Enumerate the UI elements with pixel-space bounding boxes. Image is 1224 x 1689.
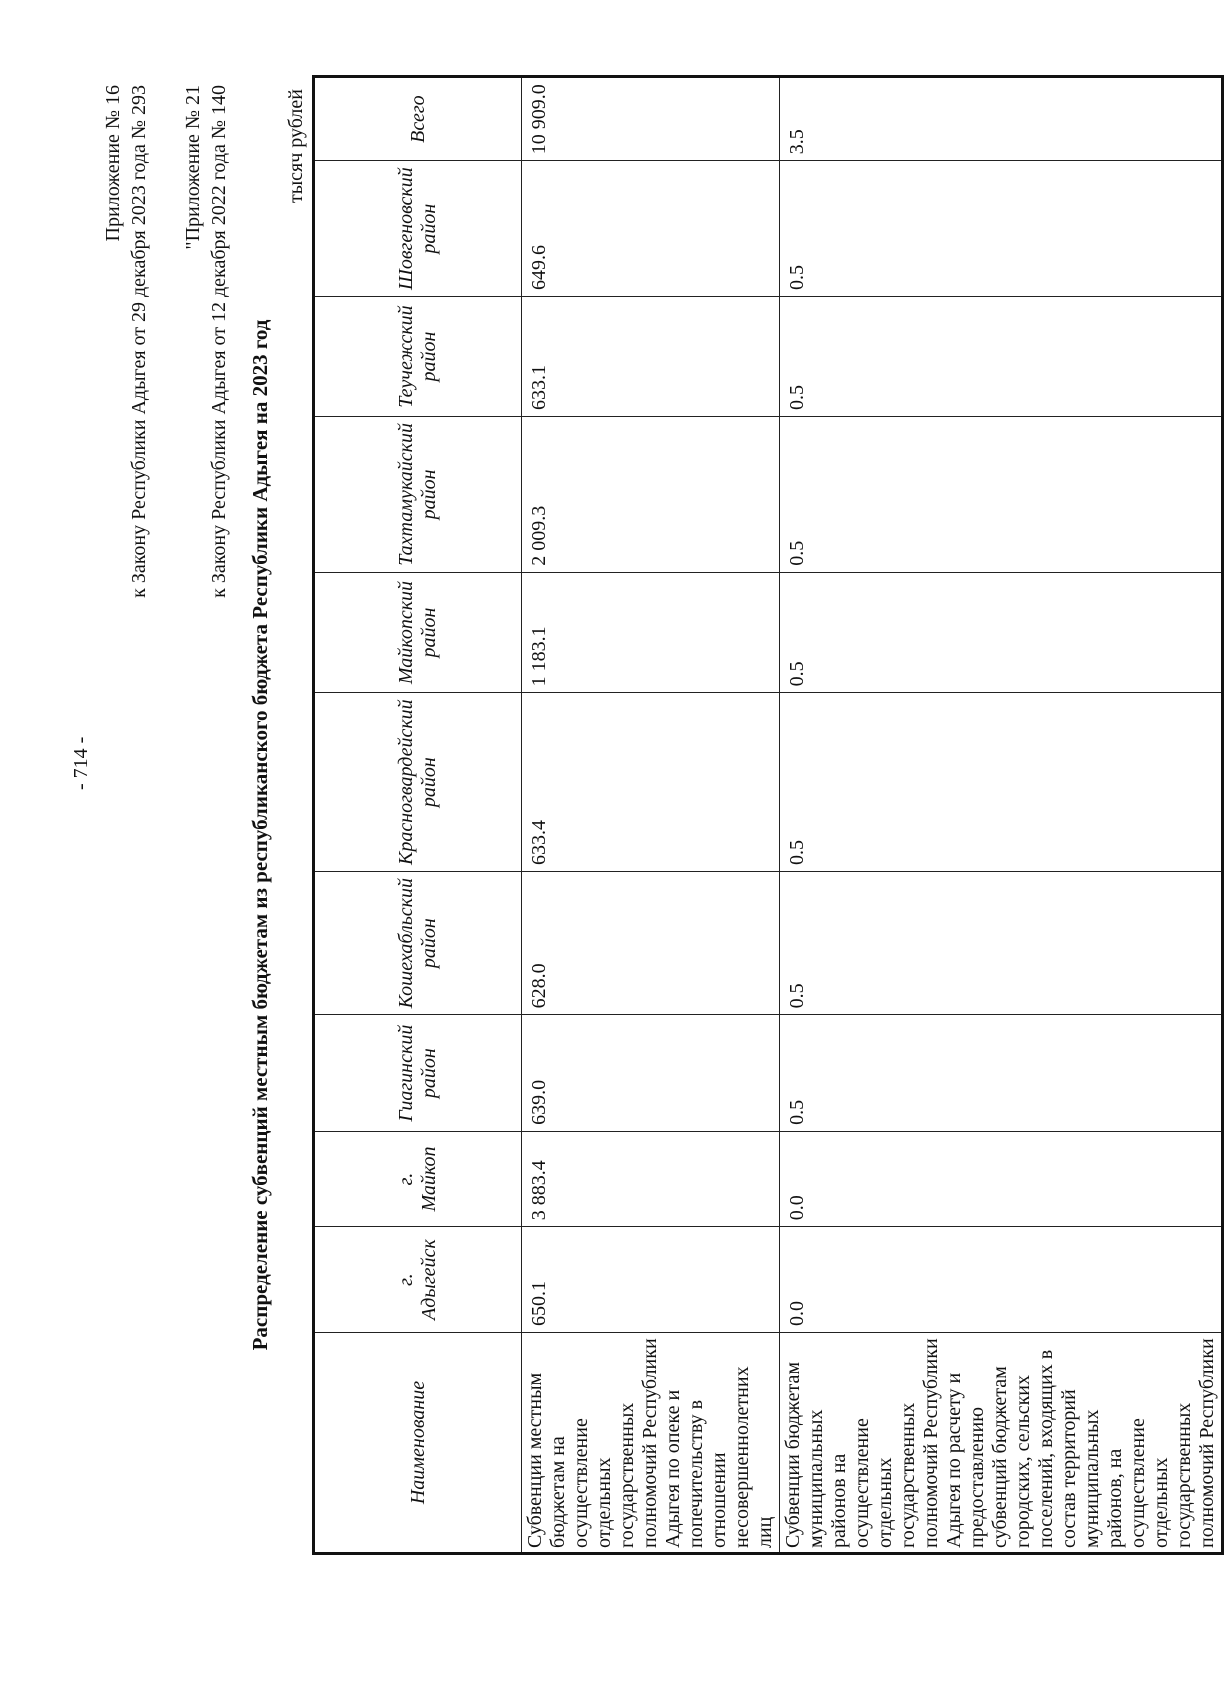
column-header-takhtamukaysky: Тахтамукайский район [314, 417, 522, 573]
column-header-krasnogvardeysky: Красногвардейский район [314, 693, 522, 872]
value-cell: 649.6 [522, 161, 780, 297]
column-header-teuchezhsky: Теучежский район [314, 297, 522, 417]
value-cell: 0.0 [780, 1131, 1223, 1226]
column-header-name: Наименование [314, 1332, 522, 1553]
value-cell: 0.0 [780, 1227, 1223, 1333]
total-cell: 10 909.0 [522, 77, 780, 161]
value-cell: 0.5 [780, 572, 1223, 693]
value-cell: 0.5 [780, 297, 1223, 417]
column-header-giaginsky: Гиагинский район [314, 1015, 522, 1131]
value-cell: 0.5 [780, 161, 1223, 297]
value-cell: 0.5 [780, 417, 1223, 573]
row-name-cell: Субвенции местным бюджетам на осуществление отдельных государственных полномочий Республики Адыгея по опеке и попечительству в отношении несовершеннолетних лиц [522, 1332, 780, 1553]
value-cell: 633.1 [522, 297, 780, 417]
previous-appendix-reference: к Закону Республики Адыгея от 12 декабря 2022 года № 140 [208, 85, 230, 598]
appendix-header [100, 85, 232, 598]
rotated-sheet [100, 75, 1218, 1595]
total-cell: 3.5 [780, 77, 1223, 161]
page-number: - 714 - [70, 736, 92, 790]
unit-label: тысяч рублей [285, 89, 307, 204]
column-header-maykopsky: Майкопский район [314, 572, 522, 693]
document-title: Распределение субвенций местным бюджетам из республиканского бюджета Республики Адыгея на 2023 год [248, 319, 272, 1351]
column-header-total: Всего [314, 77, 522, 161]
value-cell: 1 183.1 [522, 572, 780, 693]
column-header-shovgenovsky: Шовгеновский район [314, 161, 522, 297]
value-cell: 633.4 [522, 693, 780, 872]
previous-appendix-number: "Приложение № 21 [182, 85, 204, 250]
table-row [522, 77, 780, 1554]
value-cell: 0.5 [780, 1015, 1223, 1131]
subvention-table [312, 75, 1224, 1555]
column-header-maykop-city: г. Майкоп [314, 1131, 522, 1226]
appendix-reference: к Закону Республики Адыгея от 29 декабря 2023 года № 293 [128, 85, 150, 598]
row-name-cell: Субвенции бюджетам муниципальных районов на осуществление отдельных государственных полномочий Республики Адыгея по расчету и предоставлению субвенций бюджетам городских, сельских поселений, входящих в состав территорий муниципальных районов, на осуществление отдельных государственных полномочий Республики [780, 1332, 1223, 1553]
value-cell: 639.0 [522, 1015, 780, 1131]
table-row [780, 77, 1223, 1554]
value-cell: 2 009.3 [522, 417, 780, 573]
column-header-adygeysk: г. Адыгейск [314, 1227, 522, 1333]
value-cell: 650.1 [522, 1227, 780, 1333]
table-wrapper [312, 75, 1224, 1555]
appendix-number: Приложение № 16 [102, 85, 124, 242]
value-cell: 628.0 [522, 871, 780, 1014]
table-header-row [314, 77, 522, 1554]
value-cell: 0.5 [780, 871, 1223, 1014]
value-cell: 0.5 [780, 693, 1223, 872]
column-header-koshekhablsky: Кошехабльский район [314, 871, 522, 1014]
value-cell: 3 883.4 [522, 1131, 780, 1226]
